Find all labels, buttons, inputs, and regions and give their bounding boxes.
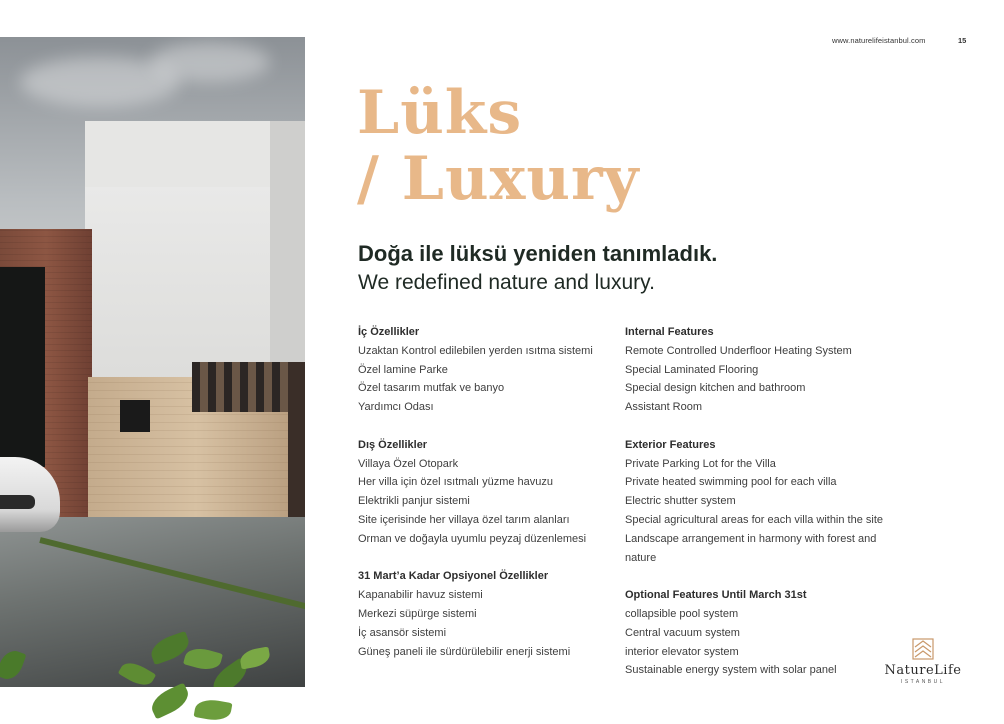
feature-item: Uzaktan Kontrol edilebilen yerden ısıtma sistemi — [358, 344, 593, 357]
group-heading: Internal Features — [625, 326, 714, 338]
subtitle-english: We redefined nature and luxury. — [358, 271, 655, 294]
feature-item: Site içerisinde her villaya özel tarım alanları — [358, 513, 570, 526]
logo-mark-icon — [912, 638, 934, 660]
naturelife-logo — [873, 638, 973, 685]
title-line-2: / Luxury — [357, 144, 640, 214]
side-wall — [270, 121, 305, 381]
feature-item: nature — [625, 551, 657, 564]
plant-leaf — [147, 683, 193, 720]
page-number: 15 — [958, 36, 967, 45]
feature-item: collapsible pool system — [625, 607, 739, 620]
feature-item: Güneş paneli ile sürdürülebilir enerji sistemi — [358, 645, 571, 658]
feature-item: Special design kitchen and bathroom — [625, 382, 806, 395]
features-english — [625, 323, 900, 680]
feature-item: Özel lamine Parke — [358, 363, 448, 376]
feature-group — [358, 323, 613, 417]
feature-item: Special Laminated Flooring — [625, 363, 759, 376]
feature-item: Private heated swimming pool for each villa — [625, 476, 837, 489]
feature-group — [358, 567, 613, 661]
feature-item: Yardımcı Odası — [358, 401, 434, 414]
feature-group — [625, 586, 900, 680]
group-heading: Exterior Features — [625, 438, 716, 451]
feature-item: İç asansör sistemi — [358, 626, 447, 639]
features-turkish — [358, 323, 613, 661]
feature-item: Özel tasarım mutfak ve banyo — [358, 382, 505, 395]
feature-item: Electric shutter system — [625, 495, 736, 508]
feature-item: Remote Controlled Underfloor Heating System — [625, 344, 852, 357]
logo-name: NatureLife — [884, 663, 962, 678]
cloud — [150, 42, 270, 82]
feature-item: Special agricultural areas for each villa within the site — [625, 513, 884, 526]
feature-item: interior elevator system — [625, 645, 739, 658]
car-grill — [0, 495, 35, 509]
villa-photo — [0, 37, 305, 687]
pillar — [288, 362, 305, 542]
feature-item: Landscape arrangement in harmony with forest and — [625, 532, 877, 545]
small-window — [120, 400, 150, 432]
feature-group — [625, 323, 900, 417]
website-url[interactable]: www.naturelifeistanbul.com — [832, 36, 926, 45]
page-title — [357, 80, 639, 212]
group-heading: İç Özellikler — [358, 326, 420, 338]
feature-item: Private Parking Lot for the Villa — [625, 457, 776, 470]
feature-item: Orman ve doğayla uyumlu peyzaj düzenlemesi — [358, 532, 587, 545]
feature-item: Assistant Room — [625, 401, 703, 414]
plant-leaf — [194, 697, 233, 723]
feature-item: Her villa için özel ısıtmalı yüzme havuzu — [358, 476, 554, 489]
feature-group — [625, 436, 900, 568]
group-heading: Optional Features Until March 31st — [625, 589, 807, 602]
feature-item: Villaya Özel Otopark — [358, 457, 459, 470]
feature-group — [358, 436, 613, 549]
group-heading: 31 Mart’a Kadar Opsiyonel Özellikler — [358, 570, 549, 583]
logo-subtitle: ISTANBUL — [900, 679, 946, 685]
feature-item: Central vacuum system — [625, 626, 740, 639]
feature-item: Elektrikli panjur sistemi — [358, 495, 470, 508]
subtitle-turkish: Doğa ile lüksü yeniden tanımladık. — [358, 241, 718, 266]
group-heading: Dış Özellikler — [358, 438, 428, 451]
feature-item: Merkezi süpürge sistemi — [358, 607, 477, 620]
feature-item: Kapanabilir havuz sistemi — [358, 589, 483, 602]
dark-glass-door — [0, 267, 45, 467]
title-line-1: Lüks — [357, 78, 523, 148]
feature-item: Sustainable energy system with solar panel — [625, 664, 837, 677]
